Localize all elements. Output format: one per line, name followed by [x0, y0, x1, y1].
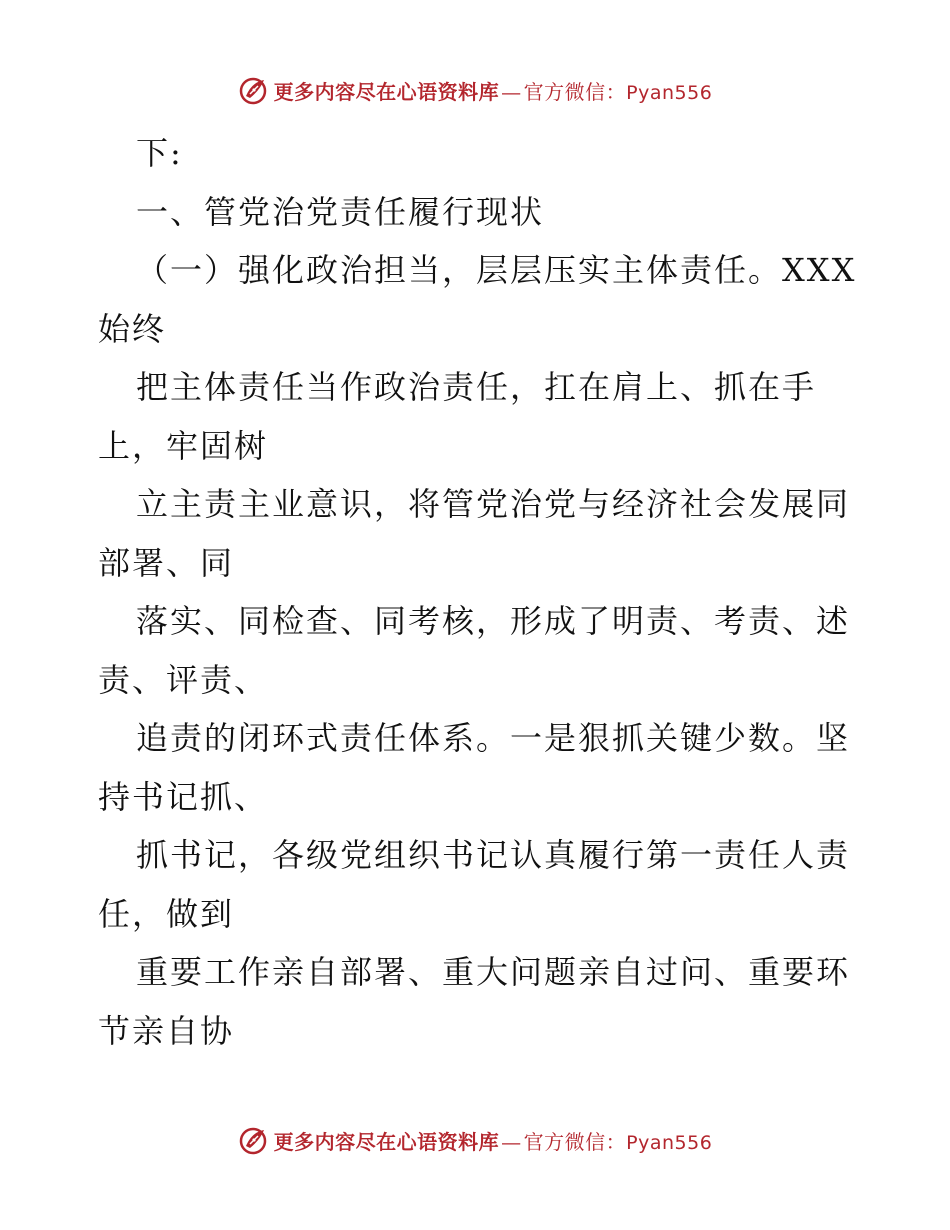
body-line-9: 落实、同检查、同考核，形成了明责、考责、述 [136, 602, 851, 640]
footer-banner-wechat-id: Pyan556 [626, 1131, 713, 1154]
body-line-13: 抓书记，各级党组织书记认真履行第一责任人责 [136, 836, 851, 874]
header-banner [0, 70, 950, 110]
footer-banner-text [274, 1126, 713, 1155]
body-line-11: 追责的闭环式责任体系。一是狠抓关键少数。坚 [136, 719, 851, 757]
pen-nib-logo-icon [238, 1124, 270, 1156]
body-line-8: 部署、同 [98, 543, 235, 582]
body-line-14: 任，做到 [98, 894, 235, 933]
document-body [98, 124, 858, 1060]
footer-banner-brand: 更多内容尽在心语资料库 [273, 1129, 500, 1154]
body-line-12: 持书记抓、 [98, 777, 269, 816]
section-heading: 一、管党治党责任履行现状 [136, 192, 545, 231]
header-banner-dash: — [501, 79, 522, 104]
body-line-16: 节亲自协 [98, 1011, 235, 1050]
header-banner-wechat-id: Pyan556 [626, 81, 713, 104]
body-line-7: 立主责主业意识，将管党治党与经济社会发展同 [136, 485, 851, 523]
footer-banner-dash: — [501, 1129, 522, 1154]
footer-banner [0, 1120, 950, 1160]
body-line-15: 重要工作亲自部署、重大问题亲自过问、重要环 [136, 953, 851, 991]
header-banner-label: 官方微信： [523, 79, 627, 104]
body-line-6: 上，牢固树 [98, 426, 269, 465]
body-line-5: 把主体责任当作政治责任，扛在肩上、抓在手 [136, 368, 817, 406]
pen-nib-logo-icon [238, 74, 270, 106]
header-banner-brand: 更多内容尽在心语资料库 [273, 79, 500, 104]
body-line-10: 责、评责、 [98, 660, 269, 699]
body-line-3: （一）强化政治担当，层层压实主体责任。XXX [136, 251, 857, 289]
header-banner-text [274, 76, 713, 105]
body-line-4: 始终 [98, 309, 167, 348]
body-line-1: 下: [136, 134, 183, 172]
footer-banner-label: 官方微信： [523, 1129, 627, 1154]
